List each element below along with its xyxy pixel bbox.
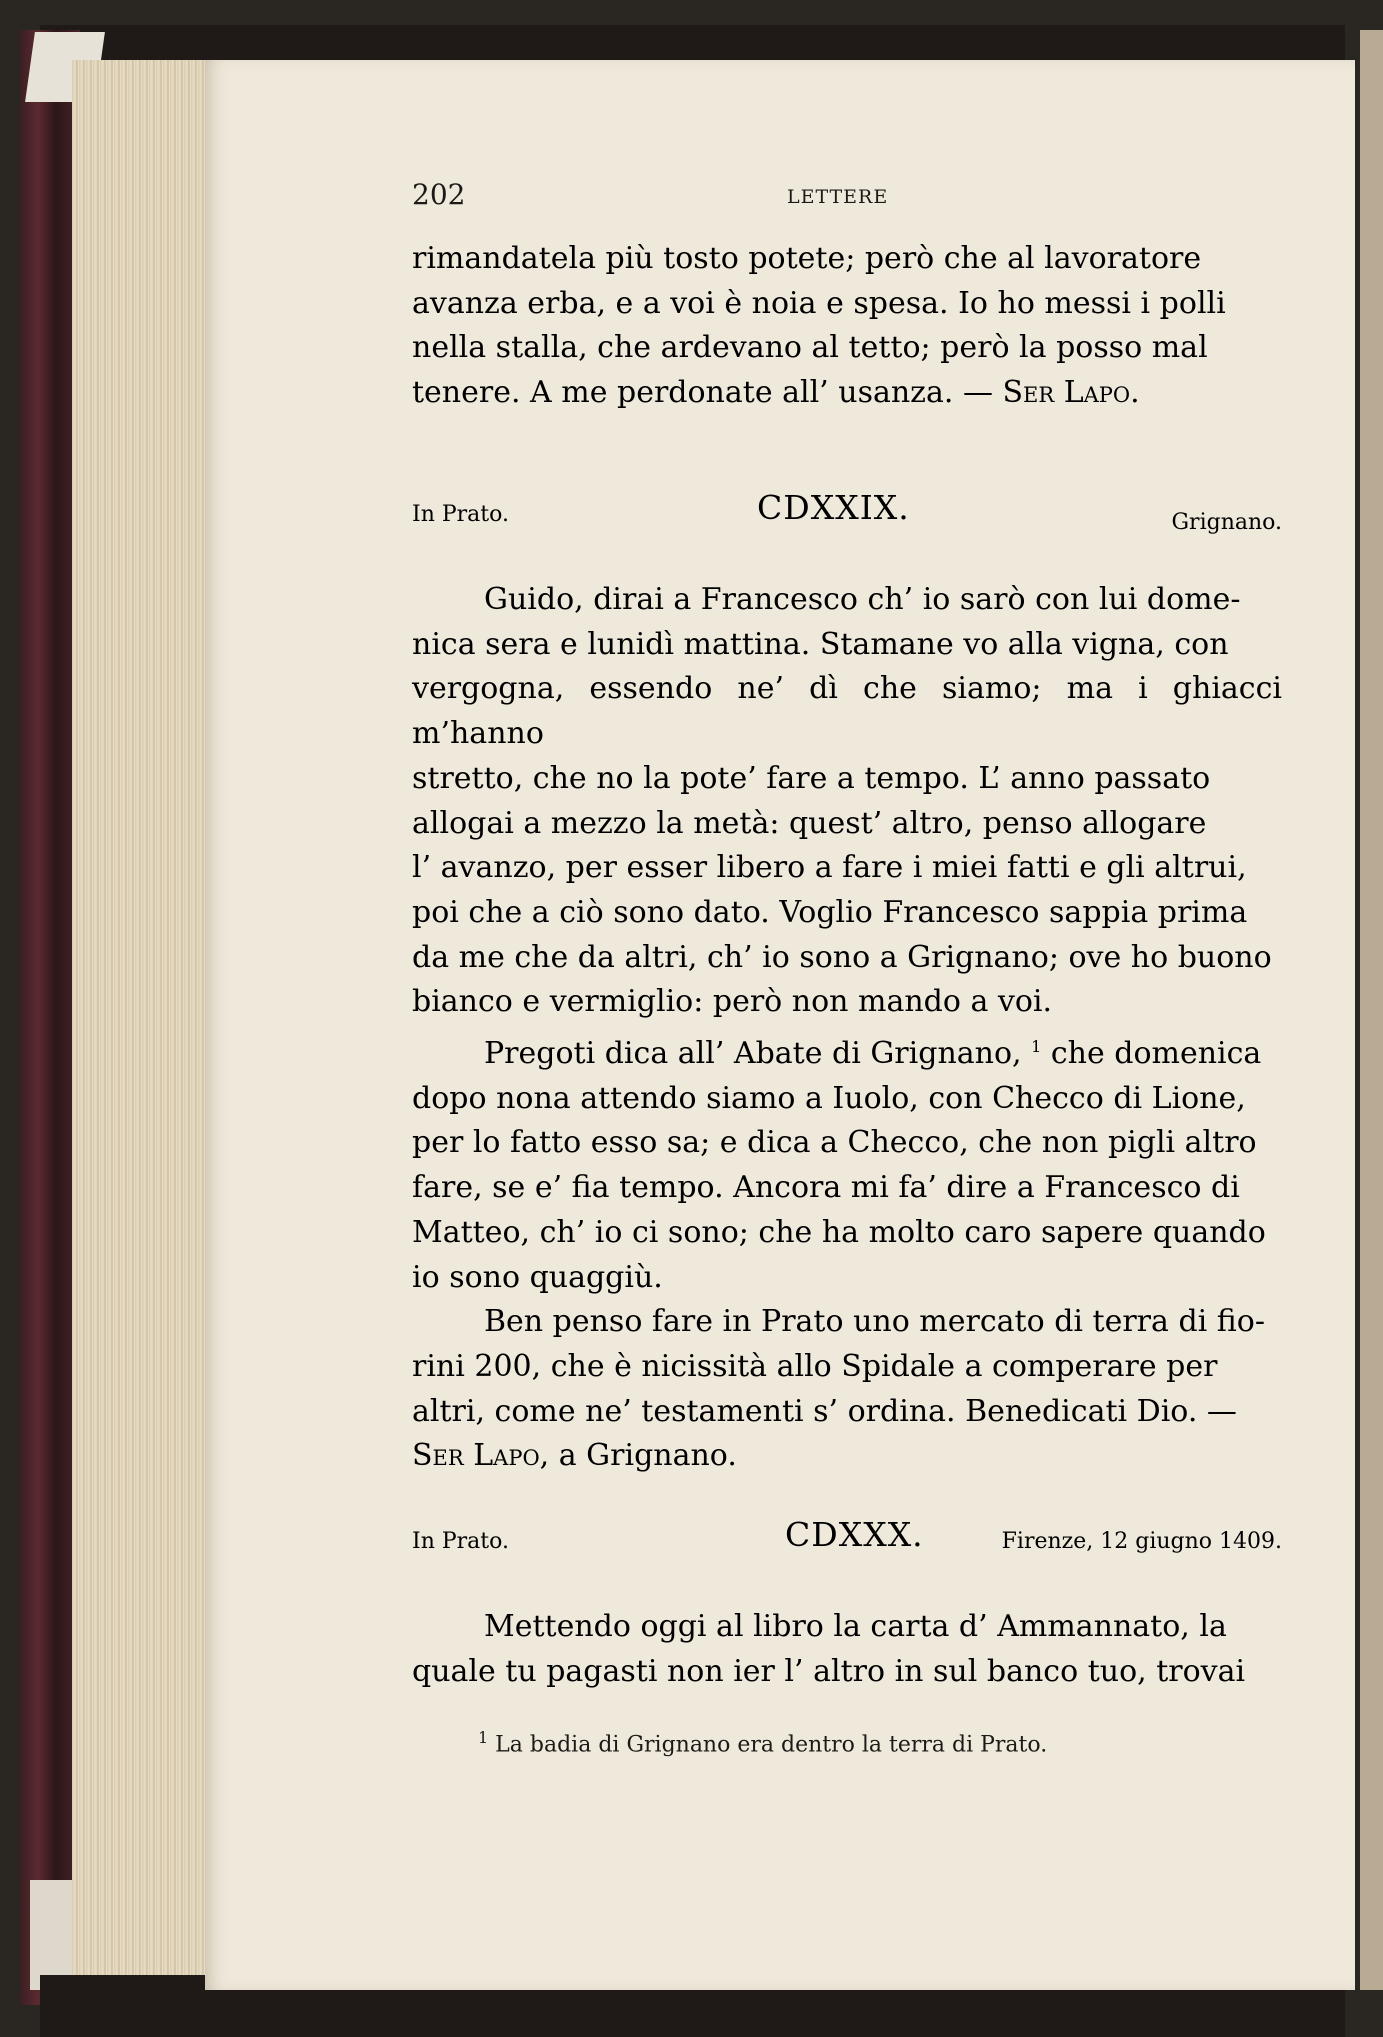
page-edges bbox=[72, 60, 212, 1995]
text-line: allogai a mezzo la metà: quest’ altro, penso allogare bbox=[412, 805, 1207, 841]
facing-page-edge bbox=[1360, 30, 1383, 1990]
text-line: Mettendo oggi al libro la carta d’ Ammannato, la bbox=[484, 1609, 1227, 1644]
footnote bbox=[478, 1728, 1047, 1757]
letter-recipient-place: In Prato. bbox=[412, 1529, 509, 1554]
text-line: fare, se e’ fia tempo. Ancora mi fa’ dire a Francesco di bbox=[412, 1170, 1240, 1206]
letter-body-429 bbox=[412, 578, 1282, 1479]
running-title: LETTERE bbox=[787, 186, 889, 208]
text-line: quale tu pagasti non ier l’ altro in sul banco tuo, trovai bbox=[412, 1653, 1246, 1689]
text-line: stretto, che no la pote’ fare a tempo. L’ anno passato bbox=[412, 760, 1211, 796]
page-number: 202 bbox=[412, 178, 466, 211]
text-line: Matteo, ch’ io ci sono; che ha molto caro sapere quando bbox=[412, 1214, 1266, 1250]
text-line: Pregoti dica all’ Abate di Grignano, $^1$ che domenica bbox=[484, 1036, 1262, 1072]
text-line: nella stalla, che ardevano al tetto; però la posso mal bbox=[412, 330, 1208, 366]
text-line: io sono quaggiù. bbox=[412, 1259, 663, 1295]
letter-origin: Firenze, 12 giugno 1409. bbox=[1001, 1529, 1282, 1554]
text-line: rimandatela più tosto potete; però che al lavoratore bbox=[412, 241, 1202, 276]
letter-body-430 bbox=[412, 1605, 1282, 1694]
text-line: da me che da altri, ch’ io sono a Grignano; ove ho buono bbox=[412, 939, 1272, 975]
cover-spine-left bbox=[20, 30, 80, 2005]
letter-recipient-place: In Prato. bbox=[412, 502, 509, 527]
footnote-marker: 1 bbox=[1031, 1037, 1042, 1057]
opening-paragraph bbox=[412, 237, 1282, 416]
text-line: Ser Lapo, a Grignano. bbox=[412, 1438, 737, 1474]
text-line: dopo nona attendo siamo a Iuolo, con Checco di Lione, bbox=[412, 1080, 1246, 1116]
text-line: rini 200, che è nicissità allo Spidale a comperare per bbox=[412, 1348, 1218, 1384]
text-line: poi che a ciò sono dato. Voglio Francesco sappia prima bbox=[412, 894, 1248, 930]
text-line: bianco e vermiglio: però non mando a voi. bbox=[412, 984, 1053, 1020]
signature: Ser Lapo bbox=[412, 1438, 540, 1474]
letter-number: CDXXX. bbox=[785, 1515, 924, 1554]
footnote-marker: 1 bbox=[478, 1728, 489, 1747]
text-line: tenere. A me perdonate all’ usanza. — Ser Lapo. bbox=[412, 375, 1140, 411]
text-line: vergogna, essendo ne’ dì che siamo; ma i ghiacci m’hanno bbox=[412, 671, 1282, 752]
text-line: per lo fatto esso sa; e dica a Checco, che non pigli altro bbox=[412, 1125, 1257, 1161]
text-line: nica sera e lunidì mattina. Stamane vo alla vigna, con bbox=[412, 626, 1229, 662]
text-line: Ben penso fare in Prato uno mercato di terra di fio- bbox=[484, 1304, 1265, 1340]
text-line: l’ avanzo, per esser libero a fare i miei fatti e gli altrui, bbox=[412, 850, 1247, 886]
letter-heading-429 bbox=[412, 488, 1282, 538]
text-line: avanza erba, e a voi è noia e spesa. Io ho messi i polli bbox=[412, 285, 1226, 321]
text-line: Guido, dirai a Francesco ch’ io sarò con lui dome- bbox=[484, 582, 1241, 617]
cover-top-edge bbox=[40, 25, 1345, 65]
letter-origin: Grignano. bbox=[1171, 510, 1282, 535]
footnote-text: La badia di Grignano era dentro la terra di Prato. bbox=[488, 1732, 1048, 1758]
running-head bbox=[412, 178, 1282, 218]
letter-number: CDXXIX. bbox=[757, 488, 910, 527]
letter-heading-430 bbox=[412, 1515, 1282, 1565]
signature: Ser Lapo. bbox=[1002, 375, 1140, 411]
text-line: altri, come ne’ testamenti s’ ordina. Benedicati Dio. — bbox=[412, 1393, 1237, 1429]
